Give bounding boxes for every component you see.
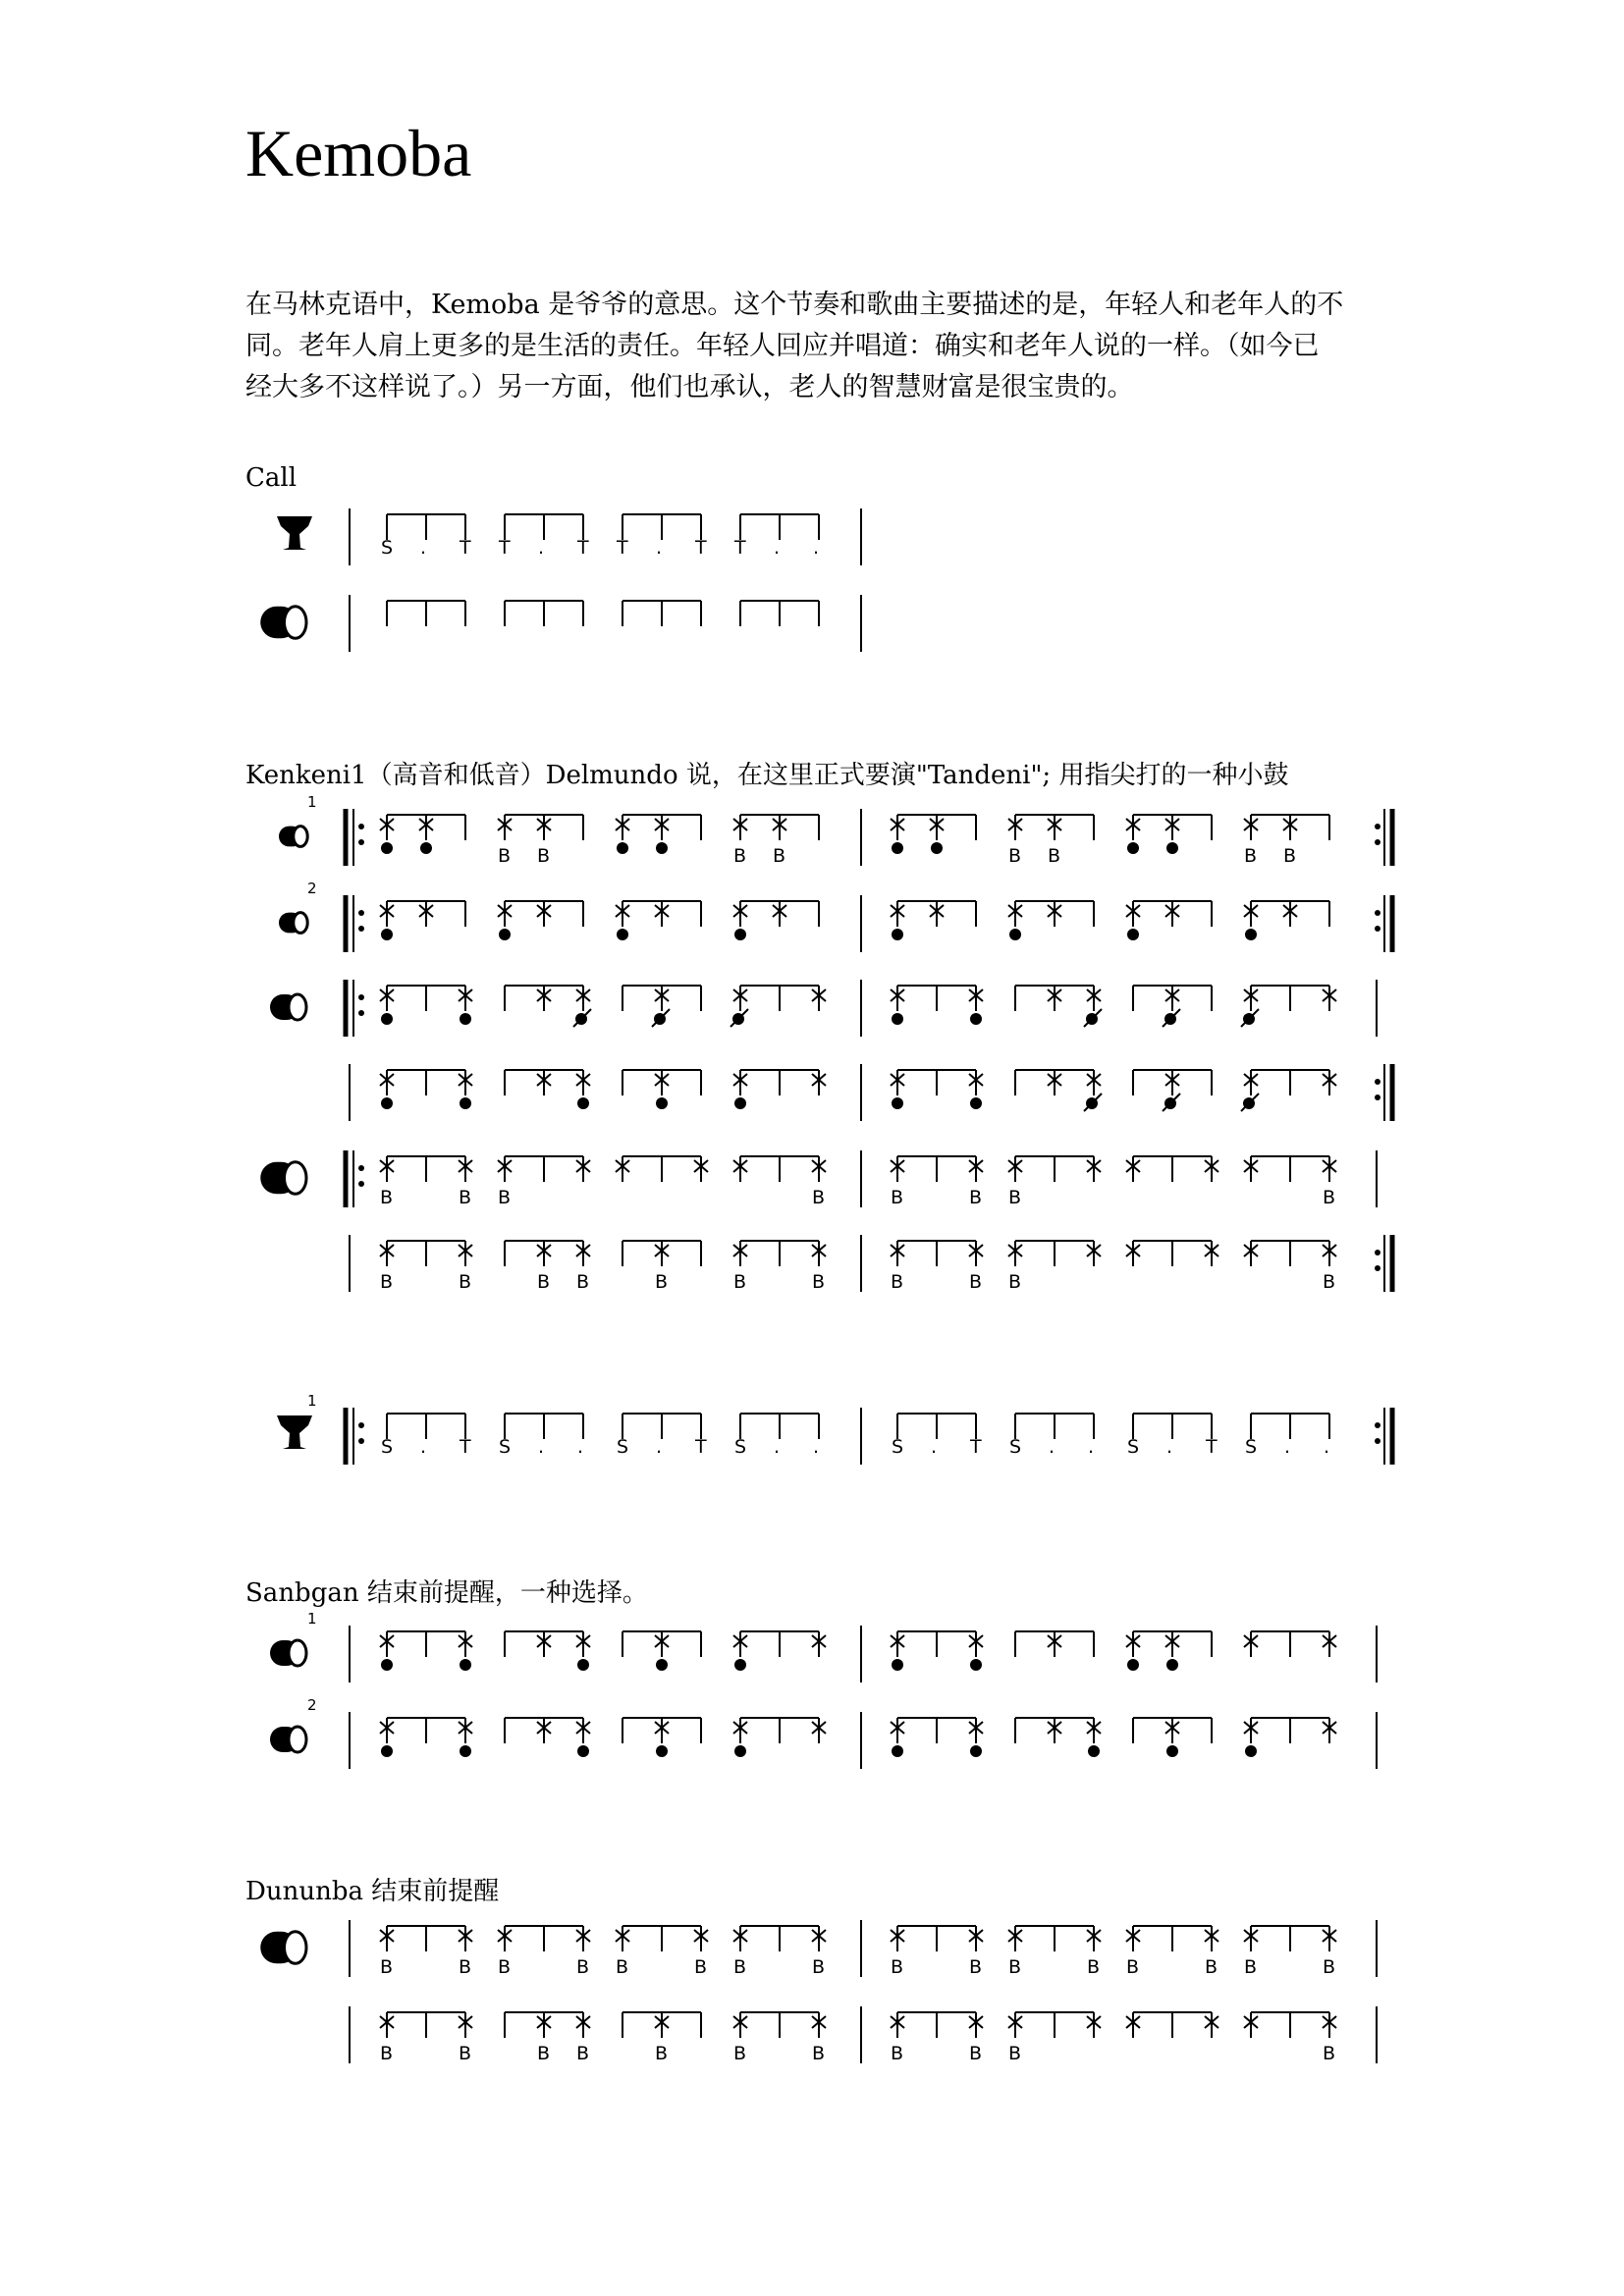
- bass-label: B: [1008, 845, 1022, 867]
- open-note: [656, 842, 668, 854]
- lane-number: 2: [307, 880, 317, 897]
- open-note: [460, 1013, 471, 1025]
- staff-dununba-end-a: [260, 1920, 1377, 1978]
- repeat-dot: [358, 1181, 364, 1187]
- section-heading-kenkeni: Kenkeni1（高音和低音）Delmundo 说，在这里正式要演"Tandeni"; 用指尖打的一种小鼓: [245, 761, 1289, 790]
- bass-label: B: [891, 1187, 904, 1208]
- open-note: [1127, 842, 1139, 854]
- sangban-icon-head: [289, 994, 306, 1020]
- bass-label: B: [537, 2043, 551, 2064]
- open-note: [970, 1659, 982, 1671]
- bass-label: B: [380, 2043, 394, 2064]
- open-note: [577, 1097, 589, 1109]
- djembe-icon: [277, 516, 312, 550]
- open-note: [381, 842, 393, 854]
- staff-sanbgan-2: [270, 1696, 1377, 1769]
- rest-dot: .: [813, 1436, 820, 1458]
- kenkeni-icon-head: [294, 827, 307, 847]
- bass-label: B: [694, 1956, 708, 1978]
- rest-dot: .: [420, 1436, 427, 1458]
- repeat-dot: [358, 824, 364, 829]
- stroke-label: S: [1245, 1436, 1258, 1458]
- rest-dot: .: [931, 1436, 938, 1458]
- lane-number: 1: [307, 793, 317, 811]
- stroke-label: T: [970, 1436, 982, 1458]
- open-note: [1088, 1745, 1100, 1757]
- bass-label: B: [969, 1187, 983, 1208]
- staff-sanbgan-1: [270, 1610, 1377, 1682]
- open-note: [1166, 842, 1178, 854]
- stroke-label: S: [381, 1436, 394, 1458]
- open-note: [970, 1745, 982, 1757]
- repeat-dot: [1375, 1250, 1380, 1255]
- stroke-label: T: [695, 537, 707, 559]
- open-note: [892, 1659, 903, 1671]
- stroke-label: T: [734, 537, 746, 559]
- open-note: [1166, 1659, 1178, 1671]
- bass-label: B: [969, 2043, 983, 2064]
- repeat-dot: [1375, 1422, 1380, 1428]
- bass-label: B: [459, 1187, 472, 1208]
- bass-label: B: [576, 2043, 590, 2064]
- open-note: [892, 929, 903, 940]
- rest-dot: .: [1088, 1436, 1095, 1458]
- bass-label: B: [537, 1271, 551, 1293]
- bass-label: B: [812, 1187, 826, 1208]
- open-note: [1245, 929, 1257, 940]
- open-note: [931, 842, 943, 854]
- bass-label: B: [1244, 1956, 1258, 1978]
- bass-label: B: [891, 1956, 904, 1978]
- repeat-dot: [358, 1010, 364, 1016]
- stroke-label: S: [892, 1436, 904, 1458]
- bass-label: B: [1323, 2043, 1336, 2064]
- bass-label: B: [498, 1956, 512, 1978]
- stroke-label: T: [1206, 1436, 1218, 1458]
- bass-label: B: [1087, 1956, 1101, 1978]
- open-note: [734, 1745, 746, 1757]
- open-note: [460, 1659, 471, 1671]
- dununba-icon-head: [285, 1162, 307, 1195]
- bass-label: B: [1323, 1271, 1336, 1293]
- bass-label: B: [1283, 845, 1297, 867]
- repeat-dot: [1375, 910, 1380, 916]
- sangban-icon-head: [289, 1640, 306, 1666]
- sangban-icon-head: [289, 1727, 306, 1752]
- bass-label: B: [812, 1956, 826, 1978]
- staff-sangban-a: [270, 980, 1377, 1037]
- lane-number: 1: [307, 1610, 317, 1628]
- rest-dot: .: [813, 537, 820, 559]
- bass-label: B: [1126, 1956, 1140, 1978]
- lane-number: 2: [307, 1696, 317, 1714]
- repeat-dot: [1375, 1438, 1380, 1444]
- open-note: [420, 842, 432, 854]
- lane-number: 1: [307, 1392, 317, 1410]
- repeat-dot: [358, 839, 364, 845]
- rest-dot: .: [538, 537, 545, 559]
- repeat-dot: [1375, 1095, 1380, 1100]
- bass-label: B: [459, 2043, 472, 2064]
- stroke-label: T: [577, 537, 589, 559]
- bass-label: B: [1323, 1187, 1336, 1208]
- bass-label: B: [1244, 845, 1258, 867]
- bass-label: B: [1008, 1271, 1022, 1293]
- open-note: [381, 929, 393, 940]
- repeat-dot: [358, 994, 364, 1000]
- bass-label: B: [969, 1271, 983, 1293]
- bass-label: B: [1048, 845, 1061, 867]
- open-note: [617, 929, 628, 940]
- bass-label: B: [380, 1187, 394, 1208]
- staff-djembe-1: [277, 1392, 1392, 1465]
- open-note: [892, 1097, 903, 1109]
- kenkeni-icon-head: [294, 913, 307, 934]
- staff-call-dunun: [260, 595, 861, 652]
- bass-label: B: [616, 1956, 629, 1978]
- open-note: [656, 1097, 668, 1109]
- stroke-label: S: [1127, 1436, 1140, 1458]
- open-note: [892, 1745, 903, 1757]
- open-note: [460, 1745, 471, 1757]
- staff-dununba-end-b: [350, 2006, 1377, 2064]
- bass-label: B: [655, 1271, 669, 1293]
- bass-label: B: [655, 2043, 669, 2064]
- stroke-label: T: [695, 1436, 707, 1458]
- open-note: [381, 1659, 393, 1671]
- stroke-label: T: [460, 1436, 471, 1458]
- stroke-label: S: [1009, 1436, 1022, 1458]
- open-note: [734, 1097, 746, 1109]
- bass-label: B: [812, 2043, 826, 2064]
- open-note: [460, 1097, 471, 1109]
- repeat-dot: [1375, 1265, 1380, 1271]
- repeat-dot: [358, 1422, 364, 1428]
- staff-kenkeni-1: [279, 793, 1392, 867]
- bass-label: B: [733, 2043, 747, 2064]
- dunun-icon-head: [285, 607, 307, 639]
- open-note: [577, 1659, 589, 1671]
- bass-label: B: [1205, 1956, 1218, 1978]
- rest-dot: .: [1284, 1436, 1291, 1458]
- repeat-dot: [358, 1165, 364, 1171]
- open-note: [1127, 929, 1139, 940]
- open-note: [381, 1013, 393, 1025]
- rest-dot: .: [774, 537, 781, 559]
- repeat-dot: [358, 910, 364, 916]
- page-title: Kemoba: [245, 116, 472, 190]
- rest-dot: .: [656, 1436, 663, 1458]
- open-note: [381, 1745, 393, 1757]
- rest-dot: .: [1049, 1436, 1056, 1458]
- intro-line: 同。老年人肩上更多的是生活的责任。年轻人回应并唱道：确实和老年人说的一样。（如今已: [245, 331, 1320, 361]
- djembe-icon: [277, 1415, 312, 1449]
- bass-label: B: [459, 1271, 472, 1293]
- repeat-dot: [1375, 926, 1380, 932]
- stroke-label: S: [499, 1436, 512, 1458]
- bass-label: B: [891, 1271, 904, 1293]
- bass-label: B: [1008, 1187, 1022, 1208]
- open-note: [734, 929, 746, 940]
- bass-label: B: [773, 845, 786, 867]
- open-note: [1166, 1745, 1178, 1757]
- rest-dot: .: [774, 1436, 781, 1458]
- bass-label: B: [459, 1956, 472, 1978]
- rest-dot: .: [538, 1436, 545, 1458]
- section-heading-call: Call: [245, 463, 298, 493]
- staff-call-djembe: [277, 508, 861, 565]
- repeat-dot: [1375, 839, 1380, 845]
- open-note: [656, 1745, 668, 1757]
- repeat-dot: [1375, 824, 1380, 829]
- bass-label: B: [576, 1271, 590, 1293]
- bass-label: B: [969, 1956, 983, 1978]
- rest-dot: .: [1166, 1436, 1173, 1458]
- open-note: [1245, 1745, 1257, 1757]
- bass-label: B: [1008, 1956, 1022, 1978]
- open-note: [892, 842, 903, 854]
- stroke-label: S: [734, 1436, 747, 1458]
- bass-label: B: [733, 1271, 747, 1293]
- bass-label: B: [1008, 2043, 1022, 2064]
- bass-label: B: [498, 845, 512, 867]
- bass-label: B: [812, 1271, 826, 1293]
- rest-dot: .: [577, 1436, 584, 1458]
- bass-label: B: [1323, 1956, 1336, 1978]
- open-note: [1009, 929, 1021, 940]
- open-note: [577, 1745, 589, 1757]
- open-note: [734, 1659, 746, 1671]
- rest-dot: .: [420, 537, 427, 559]
- staff-sangban-b: [350, 1064, 1392, 1121]
- stroke-label: T: [617, 537, 628, 559]
- rest-dot: .: [1324, 1436, 1330, 1458]
- repeat-dot: [358, 926, 364, 932]
- repeat-dot: [358, 1438, 364, 1444]
- open-note: [617, 842, 628, 854]
- intro-line: 经大多不这样说了。）另一方面，他们也承认，老人的智慧财富是很宝贵的。: [245, 372, 1134, 402]
- bass-label: B: [891, 2043, 904, 2064]
- open-note: [381, 1097, 393, 1109]
- stroke-label: S: [617, 1436, 629, 1458]
- open-note: [499, 929, 511, 940]
- stroke-label: T: [460, 537, 471, 559]
- section-heading-dununba: Dununba 结束前提醒: [245, 1877, 500, 1906]
- bass-label: B: [733, 845, 747, 867]
- bass-label: B: [380, 1956, 394, 1978]
- stroke-label: T: [499, 537, 511, 559]
- intro-line: 在马林克语中，Kemoba 是爷爷的意思。这个节奏和歌曲主要描述的是，年轻人和老年人的不: [245, 290, 1344, 320]
- rest-dot: .: [656, 537, 663, 559]
- staff-dununba-b: [350, 1235, 1392, 1293]
- bass-label: B: [576, 1956, 590, 1978]
- stroke-label: S: [381, 537, 394, 559]
- open-note: [1127, 1659, 1139, 1671]
- dununba-icon-head: [285, 1932, 307, 1964]
- section-heading-sangban: Sanbgan 结束前提醒，一种选择。: [245, 1578, 648, 1608]
- staff-kenkeni-2: [279, 880, 1392, 952]
- bass-label: B: [537, 845, 551, 867]
- bass-label: B: [498, 1187, 512, 1208]
- open-note: [656, 1659, 668, 1671]
- bass-label: B: [380, 1271, 394, 1293]
- repeat-dot: [1375, 1079, 1380, 1085]
- open-note: [892, 1013, 903, 1025]
- open-note: [970, 1013, 982, 1025]
- staff-dununba-a: [260, 1150, 1377, 1208]
- open-note: [970, 1097, 982, 1109]
- bass-label: B: [733, 1956, 747, 1978]
